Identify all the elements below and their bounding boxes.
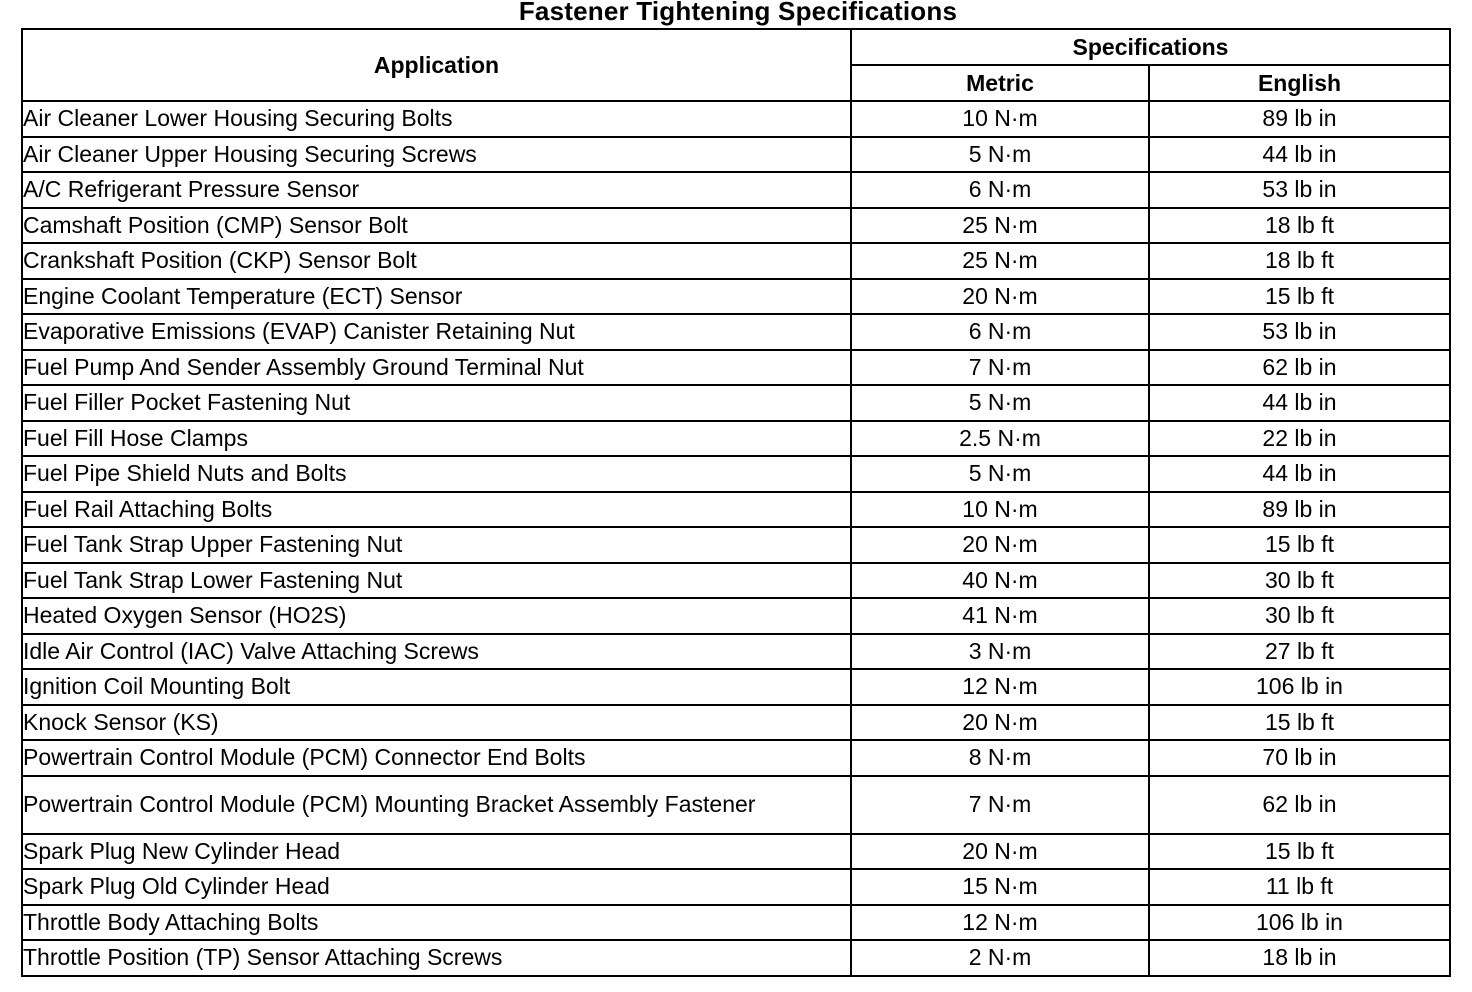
cell-metric: 10 N·m [851,101,1149,137]
cell-english: 18 lb ft [1149,208,1450,244]
header-english: English [1149,65,1450,101]
cell-english: 89 lb in [1149,492,1450,528]
table-row [22,137,1450,173]
cell-application: Camshaft Position (CMP) Sensor Bolt [22,208,851,244]
cell-application: Engine Coolant Temperature (ECT) Sensor [22,279,851,315]
table-row [22,101,1450,137]
cell-application: Crankshaft Position (CKP) Sensor Bolt [22,243,851,279]
cell-application: Air Cleaner Lower Housing Securing Bolts [22,101,851,137]
fastener-spec-table [21,28,1451,977]
page-title: Fastener Tightening Specifications [518,0,958,26]
cell-application: Ignition Coil Mounting Bolt [22,669,851,705]
table-row [22,705,1450,741]
cell-english: 18 lb in [1149,940,1450,976]
cell-application: Fuel Fill Hose Clamps [22,421,851,457]
table-row [22,314,1450,350]
cell-english: 62 lb in [1149,350,1450,386]
header-application: Application [22,29,851,101]
table-row [22,350,1450,386]
table-row [22,527,1450,563]
cell-application: Idle Air Control (IAC) Valve Attaching Screws [22,634,851,670]
cell-metric: 5 N·m [851,137,1149,173]
cell-english: 15 lb ft [1149,834,1450,870]
cell-metric: 20 N·m [851,279,1149,315]
cell-application: A/C Refrigerant Pressure Sensor [22,172,851,208]
cell-application: Powertrain Control Module (PCM) Mounting Bracket Assembly Fastener [22,776,851,834]
cell-english: 106 lb in [1149,669,1450,705]
cell-english: 53 lb in [1149,172,1450,208]
table-row [22,421,1450,457]
table-row [22,492,1450,528]
cell-application: Fuel Pump And Sender Assembly Ground Terminal Nut [22,350,851,386]
cell-application: Air Cleaner Upper Housing Securing Screws [22,137,851,173]
header-row-top [22,29,1450,65]
cell-english: 89 lb in [1149,101,1450,137]
table-row [22,279,1450,315]
cell-application: Fuel Pipe Shield Nuts and Bolts [22,456,851,492]
cell-application: Evaporative Emissions (EVAP) Canister Retaining Nut [22,314,851,350]
cell-english: 44 lb in [1149,137,1450,173]
cell-metric: 20 N·m [851,705,1149,741]
cell-metric: 25 N·m [851,243,1149,279]
table-row [22,776,1450,834]
cell-metric: 5 N·m [851,385,1149,421]
cell-english: 62 lb in [1149,776,1450,834]
cell-metric: 3 N·m [851,634,1149,670]
table-row [22,905,1450,941]
cell-english: 15 lb ft [1149,527,1450,563]
cell-application: Spark Plug New Cylinder Head [22,834,851,870]
cell-english: 22 lb in [1149,421,1450,457]
cell-english: 30 lb ft [1149,598,1450,634]
cell-metric: 6 N·m [851,172,1149,208]
cell-metric: 20 N·m [851,834,1149,870]
cell-application: Fuel Tank Strap Upper Fastening Nut [22,527,851,563]
table-row [22,243,1450,279]
cell-application: Throttle Body Attaching Bolts [22,905,851,941]
table-row [22,940,1450,976]
cell-english: 15 lb ft [1149,279,1450,315]
cell-english: 11 lb ft [1149,869,1450,905]
cell-english: 27 lb ft [1149,634,1450,670]
cell-metric: 15 N·m [851,869,1149,905]
cell-english: 30 lb ft [1149,563,1450,599]
cell-metric: 8 N·m [851,740,1149,776]
cell-metric: 40 N·m [851,563,1149,599]
table-row [22,634,1450,670]
cell-application: Spark Plug Old Cylinder Head [22,869,851,905]
cell-application: Fuel Filler Pocket Fastening Nut [22,385,851,421]
cell-application: Heated Oxygen Sensor (HO2S) [22,598,851,634]
table-row [22,869,1450,905]
table-header [22,29,1450,101]
table-row [22,834,1450,870]
cell-metric: 41 N·m [851,598,1149,634]
cell-metric: 6 N·m [851,314,1149,350]
cell-english: 53 lb in [1149,314,1450,350]
table-body [22,101,1450,976]
table-row [22,598,1450,634]
cell-application: Fuel Rail Attaching Bolts [22,492,851,528]
cell-metric: 12 N·m [851,905,1149,941]
cell-metric: 5 N·m [851,456,1149,492]
cell-english: 18 lb ft [1149,243,1450,279]
cell-english: 44 lb in [1149,456,1450,492]
cell-english: 106 lb in [1149,905,1450,941]
cell-metric: 2 N·m [851,940,1149,976]
cell-metric: 7 N·m [851,776,1149,834]
table-row [22,563,1450,599]
cell-english: 15 lb ft [1149,705,1450,741]
cell-application: Fuel Tank Strap Lower Fastening Nut [22,563,851,599]
cell-english: 44 lb in [1149,385,1450,421]
cell-application: Throttle Position (TP) Sensor Attaching Screws [22,940,851,976]
cell-metric: 25 N·m [851,208,1149,244]
table-row [22,172,1450,208]
table-row [22,385,1450,421]
table-row [22,456,1450,492]
cell-metric: 2.5 N·m [851,421,1149,457]
table-row [22,740,1450,776]
cell-application: Powertrain Control Module (PCM) Connector End Bolts [22,740,851,776]
table-row [22,208,1450,244]
cell-metric: 10 N·m [851,492,1149,528]
cell-metric: 7 N·m [851,350,1149,386]
cell-application: Knock Sensor (KS) [22,705,851,741]
cell-english: 70 lb in [1149,740,1450,776]
table-row [22,669,1450,705]
header-specifications: Specifications [851,29,1450,65]
header-metric: Metric [851,65,1149,101]
cell-metric: 20 N·m [851,527,1149,563]
cell-metric: 12 N·m [851,669,1149,705]
